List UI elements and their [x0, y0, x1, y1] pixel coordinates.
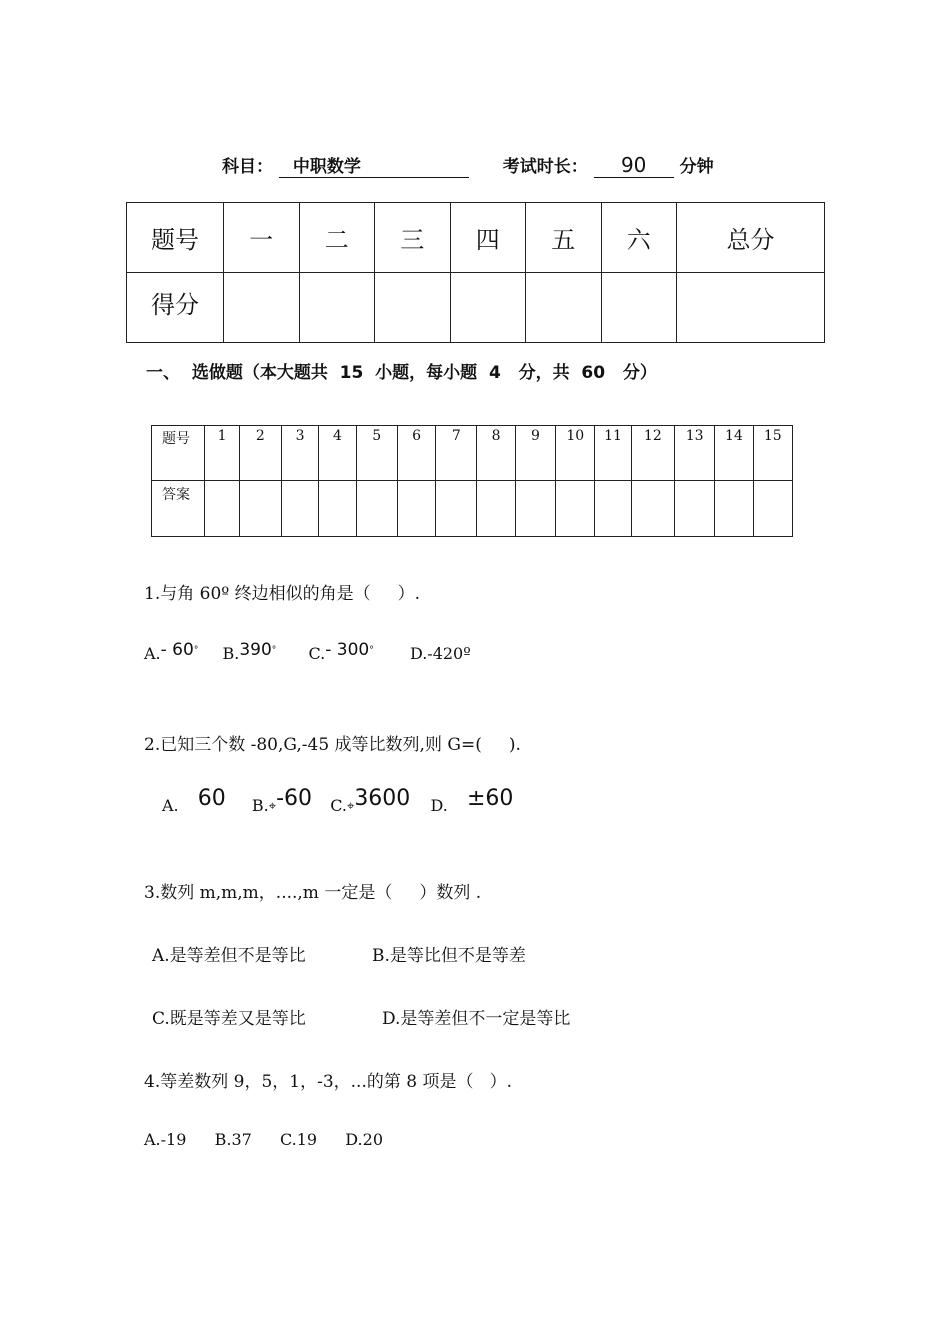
question-number: 12 [631, 426, 674, 481]
duration-label: 考试时长： [502, 157, 588, 177]
score-input-cell[interactable] [224, 273, 300, 343]
question-2-text: 2.已知三个数 -80,G,-45 成等比数列,则 G=( ). [144, 735, 521, 755]
option-d-value: -420º [427, 644, 471, 663]
option-a: A.-19 [144, 1130, 187, 1149]
answer-input-cell[interactable] [205, 481, 239, 537]
question-2-options [162, 786, 514, 815]
score-cell-section: 三 [375, 203, 451, 273]
answer-table-number-row [152, 426, 793, 481]
option-d: D.20 [345, 1130, 383, 1149]
score-input-cell[interactable] [450, 273, 526, 343]
answer-input-cell[interactable] [239, 481, 281, 537]
score-input-cell[interactable] [677, 273, 825, 343]
answer-input-cell[interactable] [675, 481, 715, 537]
answer-input-cell[interactable] [282, 481, 319, 537]
option-c-value: 3600 [354, 786, 411, 811]
option-b-value: 390 [239, 640, 272, 660]
answer-input-cell[interactable] [595, 481, 631, 537]
score-input-cell[interactable] [526, 273, 602, 343]
question-number: 2 [239, 426, 281, 481]
answer-input-cell[interactable] [715, 481, 753, 537]
option-c-label: C. [330, 796, 347, 815]
question-3-option-b: B.是等比但不是等差 [372, 946, 526, 966]
score-input-cell[interactable] [299, 273, 375, 343]
question-number: 7 [436, 426, 477, 481]
answer-input-cell[interactable] [477, 481, 515, 537]
option-c-value: - 300 [325, 640, 370, 660]
score-table-score-row [127, 273, 825, 343]
option-a-value: 60 [197, 786, 226, 811]
degree-mark: ° [193, 645, 199, 656]
question-number: 13 [675, 426, 715, 481]
question-number: 14 [715, 426, 753, 481]
score-cell-label: 题号 [127, 203, 224, 273]
duration-unit: 分钟 [679, 157, 714, 177]
option-a-label: A. [144, 644, 161, 663]
score-input-cell[interactable] [601, 273, 677, 343]
option-a-label: A. [162, 796, 179, 815]
subject-value: 中职数学 [279, 152, 469, 178]
score-cell-total: 总分 [677, 203, 825, 273]
question-number: 15 [753, 426, 792, 481]
question-3-option-d: D.是等差但不一定是等比 [382, 1009, 571, 1029]
crosshair-icon: ⌖ [268, 799, 277, 814]
score-cell-section: 二 [299, 203, 375, 273]
option-b-value: -60 [276, 786, 313, 811]
score-table [126, 202, 825, 343]
answer-input-cell[interactable] [319, 481, 356, 537]
question-number: 10 [556, 426, 595, 481]
score-input-cell[interactable] [375, 273, 451, 343]
question-1-text: 1.与角 60º 终边相似的角是（ ）. [144, 584, 421, 604]
degree-mark: ° [369, 645, 374, 656]
answer-input-cell[interactable] [356, 481, 397, 537]
question-1-options [144, 640, 471, 664]
question-number: 11 [595, 426, 631, 481]
answer-input-cell[interactable] [631, 481, 674, 537]
duration-value: 90 [594, 153, 674, 178]
question-3-option-c: C.既是等差又是等比 [152, 1009, 306, 1029]
section-title: 一、 选做题（本大题共 15 小题，每小题 4 分，共 60 分） [146, 363, 657, 383]
question-4-options [144, 1130, 383, 1149]
option-c-label: C. [308, 644, 326, 663]
answer-input-cell[interactable] [397, 481, 435, 537]
answer-input-cell[interactable] [436, 481, 477, 537]
option-b-label: B. [222, 644, 240, 663]
option-a-value: - 60 [160, 640, 194, 660]
score-cell-section: 六 [601, 203, 677, 273]
answer-table [151, 425, 793, 537]
degree-mark: ° [271, 645, 277, 656]
question-3-text: 3.数列 m,m,m，....,m 一定是（ ）数列 . [144, 883, 482, 903]
exam-header [222, 152, 714, 178]
option-d-label: D. [430, 796, 448, 815]
score-cell-section: 五 [526, 203, 602, 273]
question-number: 3 [282, 426, 319, 481]
subject-label: 科目： [222, 157, 273, 177]
question-4-text: 4.等差数列 9，5，1，-3，...的第 8 项是（ ）. [144, 1072, 513, 1092]
answer-table-answer-row [152, 481, 793, 537]
answer-input-cell[interactable] [515, 481, 555, 537]
option-b: B.37 [214, 1130, 252, 1149]
question-number: 5 [356, 426, 397, 481]
question-3-option-a: A.是等差但不是等比 [152, 946, 306, 966]
option-c: C.19 [279, 1130, 318, 1149]
answer-row-label: 题号 [152, 426, 205, 481]
answer-row-label: 答案 [152, 481, 205, 537]
question-number: 1 [205, 426, 239, 481]
answer-input-cell[interactable] [556, 481, 595, 537]
question-number: 4 [319, 426, 356, 481]
score-cell-section: 四 [450, 203, 526, 273]
option-d-label: D. [409, 644, 428, 663]
score-row-label: 得分 [127, 273, 224, 343]
score-table-header-row [127, 203, 825, 273]
score-cell-section: 一 [224, 203, 300, 273]
crosshair-icon: ⌖ [346, 799, 355, 814]
question-number: 6 [397, 426, 435, 481]
option-d-value: ±60 [466, 786, 514, 811]
option-b-label: B. [251, 796, 269, 815]
question-number: 9 [515, 426, 555, 481]
answer-input-cell[interactable] [753, 481, 792, 537]
question-number: 8 [477, 426, 515, 481]
